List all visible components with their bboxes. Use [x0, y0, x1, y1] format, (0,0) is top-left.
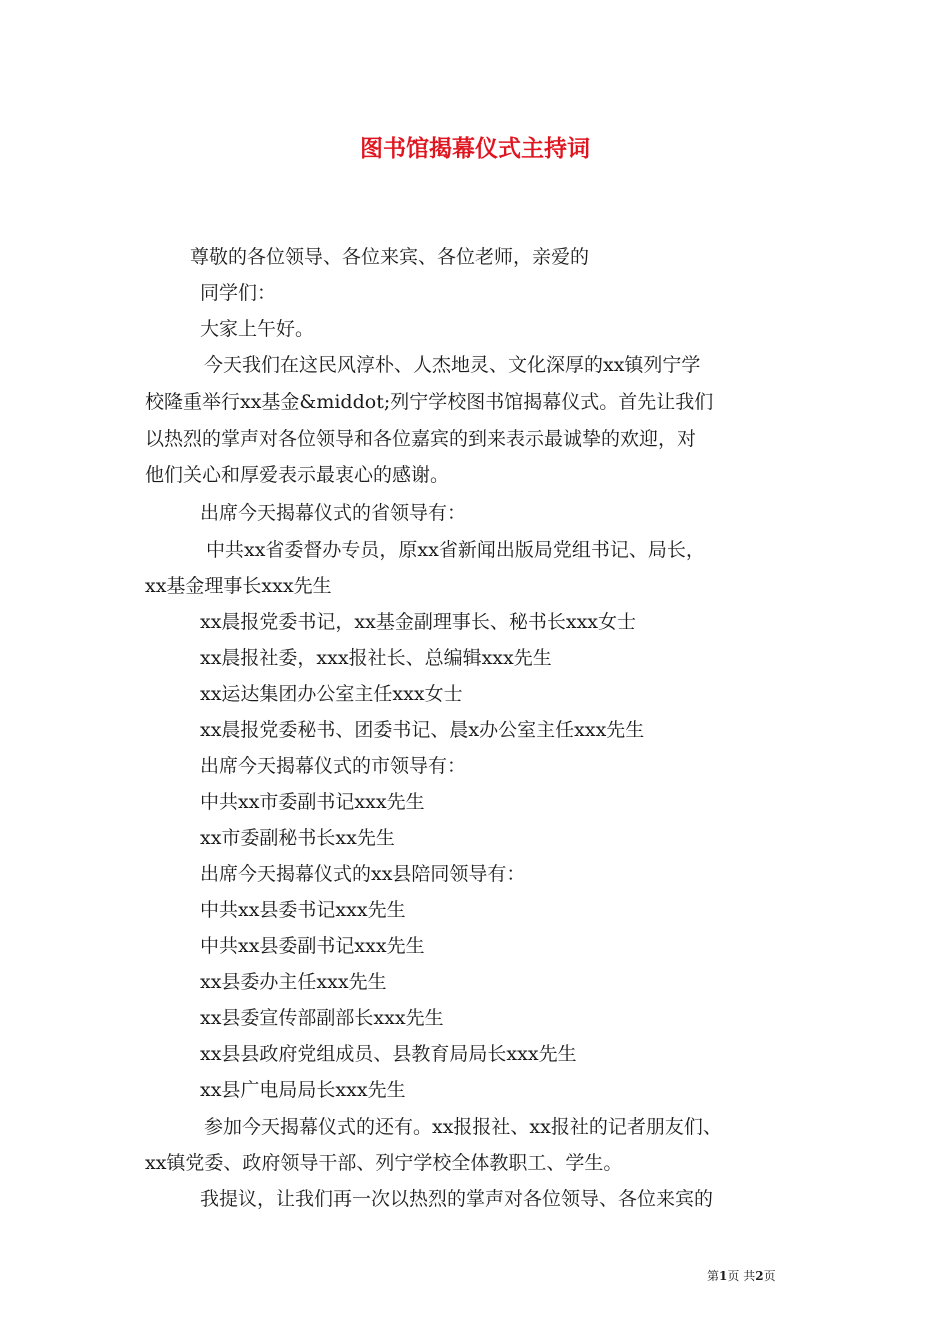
text-line: 中共xx县委书记xxx先生: [200, 899, 406, 921]
text-line: 中共xx县委副书记xxx先生: [200, 935, 425, 957]
text-line: 他们关心和厚爱表示最衷心的感谢。: [145, 464, 450, 486]
text-line: xx市委副秘书长xx先生: [200, 827, 395, 849]
text-line: 出席今天揭幕仪式的省领导有：: [200, 502, 467, 524]
text-line: xx基金理事长xxx先生: [145, 575, 332, 597]
text-line: xx县委宣传部副部长xxx先生: [200, 1007, 444, 1029]
footer-middle: 页 共: [727, 1269, 756, 1283]
text-line: xx镇党委、政府领导干部、列宁学校全体教职工、学生。: [145, 1152, 623, 1174]
document-title: 图书馆揭幕仪式主持词: [360, 135, 590, 162]
text-line: 参加今天揭幕仪式的还有。xx报报社、xx报社的记者朋友们、: [204, 1116, 722, 1138]
text-line: xx县广电局局长xxx先生: [200, 1079, 406, 1101]
text-line: xx晨报社委，xxx报社长、总编辑xxx先生: [200, 647, 552, 669]
text-line: 校隆重举行xx基金&middot;列宁学校图书馆揭幕仪式。首先让我们: [145, 391, 714, 413]
current-page-number: 1: [719, 1269, 728, 1283]
text-line: 中共xx省委督办专员，原xx省新闻出版局党组书记、局长，: [206, 539, 705, 561]
footer-suffix: 页: [763, 1269, 776, 1283]
text-line: 大家上午好。: [200, 318, 315, 340]
text-line: 以热烈的掌声对各位领导和各位嘉宾的到来表示最诚挚的欢迎，对: [145, 428, 697, 450]
text-line: xx县委办主任xxx先生: [200, 971, 387, 993]
text-line: 尊敬的各位领导、各位来宾、各位老师，亲爱的: [190, 246, 590, 268]
text-line: 今天我们在这民风淳朴、人杰地灵、文化深厚的xx镇列宁学: [204, 354, 701, 376]
text-line: 我提议，让我们再一次以热烈的掌声对各位领导、各位来宾的: [200, 1188, 714, 1210]
text-line: 中共xx市委副书记xxx先生: [200, 791, 425, 813]
text-line: xx晨报党委书记，xx基金副理事长、秘书长xxx女士: [200, 611, 637, 633]
text-line: xx县县政府党组成员、县教育局局长xxx先生: [200, 1043, 577, 1065]
text-line: xx运达集团办公室主任xxx女士: [200, 683, 463, 705]
text-line: 同学们：: [200, 282, 277, 304]
footer-prefix: 第: [707, 1269, 720, 1283]
total-pages-number: 2: [755, 1269, 764, 1283]
text-line: 出席今天揭幕仪式的xx县陪同领导有：: [200, 863, 526, 885]
text-line: 出席今天揭幕仪式的市领导有：: [200, 755, 467, 777]
page-footer: [707, 1268, 776, 1284]
text-line: xx晨报党委秘书、团委书记、晨x办公室主任xxx先生: [200, 719, 645, 741]
